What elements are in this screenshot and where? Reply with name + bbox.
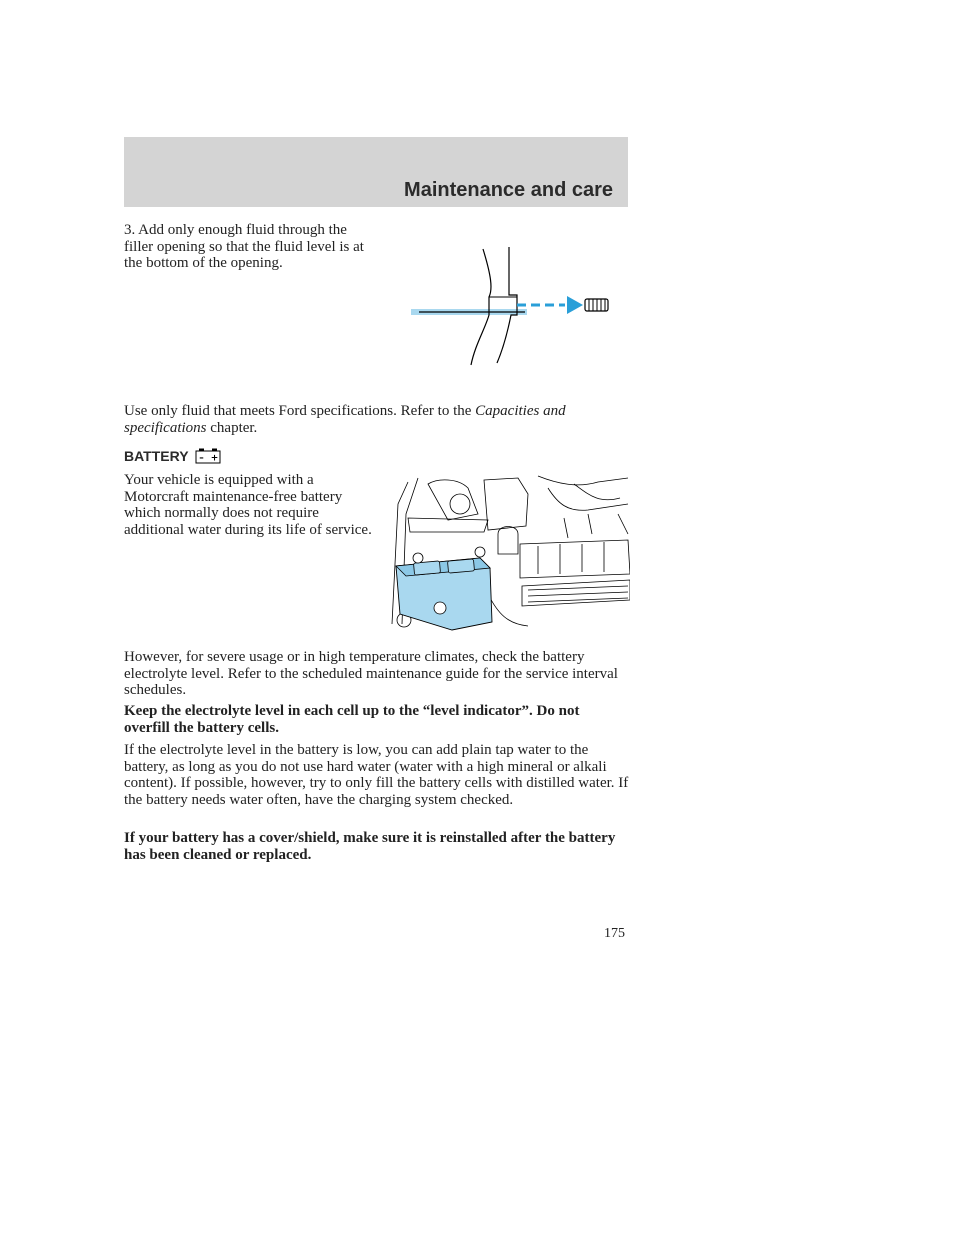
tap-water-paragraph: If the electrolyte level in the battery is low, you can add plain tap water to the battery, as long as you do not use hard water (water with a high mineral or alkali content). If possible, however, try to only fill the battery cells with distilled water. If the battery needs water often, have the charging system checked. (124, 742, 629, 808)
battery-cell-cap-right (448, 559, 475, 573)
page-number: 175 (604, 926, 625, 941)
intake-housing (484, 478, 528, 530)
direction-arrow-head (567, 296, 583, 314)
battery-icon-minus: – (198, 453, 204, 464)
fuse-box (520, 540, 630, 578)
housing-inner-edge (497, 247, 517, 363)
section-title: Maintenance and care (404, 179, 613, 201)
battery-heading-label: BATTERY (124, 448, 189, 464)
battery-highlight (396, 547, 492, 630)
battery-cover-warning: If your battery has a cover/shield, make sure it is reinstalled after the battery has been cleaned or replaced. (124, 830, 616, 863)
battery-icon (195, 448, 221, 464)
battery-heading (124, 448, 221, 464)
spec-note-prefix: Use only fluid that meets Ford specifications. Refer to the (124, 403, 476, 419)
fill-plug-icon (585, 299, 608, 311)
spec-note-suffix: chapter. (206, 419, 258, 436)
battery-terminal-positive (475, 547, 485, 557)
battery-hold-down (434, 602, 446, 614)
capacities-chapter-reference: Capacities and specifications (124, 403, 566, 436)
step-3-text: 3. Add only enough fluid through the filler opening so that the fluid level is at the bottom of the opening. (124, 222, 364, 271)
electrolyte-level-warning: Keep the electrolyte level in each cell up to the “level indicator”. Do not overfill the battery cells. (124, 703, 580, 736)
reservoir-cap (498, 527, 518, 555)
battery-icon-plus: + (210, 453, 218, 464)
battery-intro-text: Your vehicle is equipped with a Motorcraft maintenance-free battery which normally does not require additional water during its life of service. (124, 472, 372, 538)
severe-usage-paragraph: However, for severe usage or in high temperature climates, check the battery electrolyte level. Refer to the scheduled maintenance guide for the service interval schedules. (124, 649, 618, 698)
upper-engine-cap (450, 494, 470, 514)
battery-terminal-negative (413, 553, 423, 563)
housing-outer-edge (471, 249, 491, 365)
section-header-band (124, 137, 628, 207)
fluid-specification-note (124, 403, 624, 436)
fluid-level-illustration (405, 245, 615, 367)
engine-compartment-illustration (388, 474, 630, 632)
upper-engine-part (428, 480, 478, 520)
lower-panel (522, 580, 630, 606)
